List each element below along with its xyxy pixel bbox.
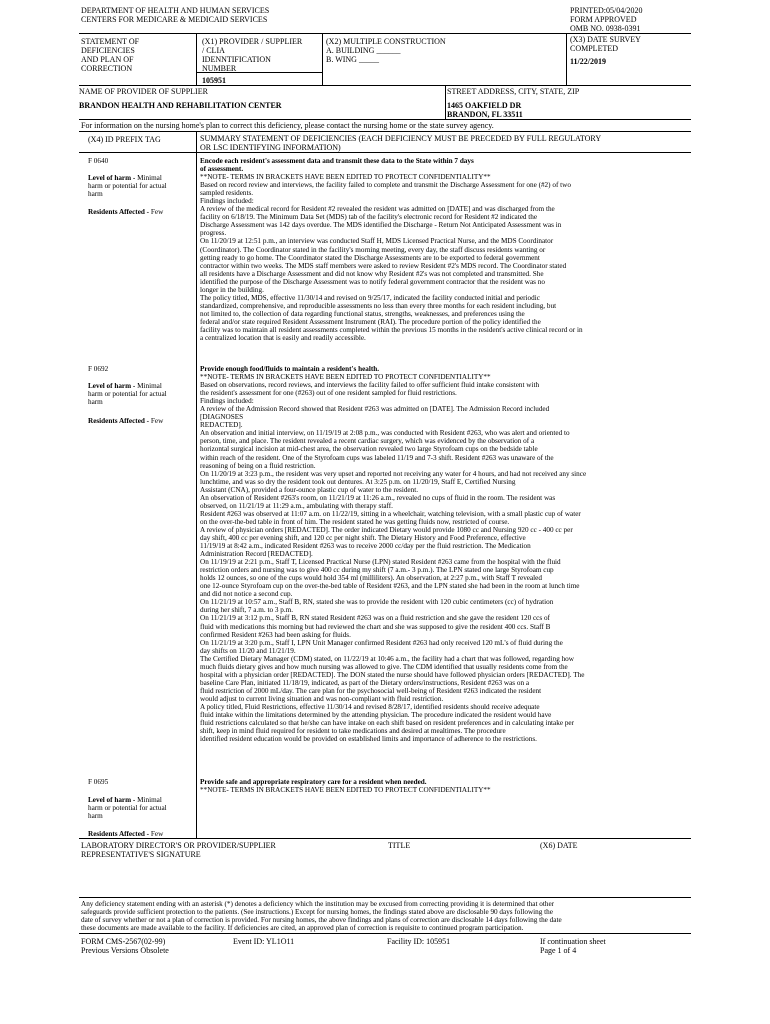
deficiency-line: **NOTE- TERMS IN BRACKETS HAVE BEEN EDITED TO PROTECT CONFIDENTIALITY**	[200, 373, 491, 382]
deficiency-line: An observation of Resident #263's room, on 11/21/19 at 11:26 a.m., revealed no cups of fluid in the room. The resident was	[200, 493, 556, 502]
divider	[322, 33, 323, 85]
deficiency-line: on the over-the-bed table in front of him. The resident stated he was getting fluids now, restricted of course.	[200, 517, 510, 526]
deficiency-tag: F 0640	[88, 157, 109, 165]
id-prefix-tag-header: (X4) ID PREFIX TAG	[88, 135, 161, 144]
signature-date-label: (X6) DATE	[540, 841, 578, 850]
deficiency-line: getting ready to go home. The Coordinator stated the Discharge Assessments are to be exported to federal government	[200, 253, 540, 262]
divider	[445, 85, 446, 119]
deficiency-line: A review of physician orders [REDACTED]. The order indicated Dietary would provide 1080 cc and Nursing 920 cc - 400 cc per	[200, 525, 573, 534]
deficiency-tag: F 0692	[88, 365, 109, 373]
deficiency-line: On 11/21/19 at 3:20 p.m., Staff I, LPN Unit Manager confirmed Resident #263 had only received 120 mL's of fluid during the	[200, 638, 563, 647]
signature-label: LABORATORY DIRECTOR'S OR PROVIDER/SUPPLIER REPRESENTATIVE'S SIGNATURE	[81, 841, 276, 859]
deficiency-line: observed, on 11/21/19 at 11:29 a.m., ambulating with therapy staff.	[200, 501, 393, 510]
deficiency-line: Based on record review and interviews, the facility failed to complete and transmit the Discharge Assessment for one (#2) of two	[200, 181, 571, 190]
deficiency-line: Administration Record [REDACTED].	[200, 550, 313, 559]
address-label: STREET ADDRESS, CITY, STATE, ZIP	[447, 87, 580, 96]
deficiency-line: A review of the medical record for Resident #2 revealed the resident was admitted on [DATE] and was discharged from the	[200, 205, 555, 214]
deficiency-line: the resident's assessment for one (#263) out of one resident sampled for fluid restrictions.	[200, 389, 457, 398]
deficiency-line: 11/19/19 at 8:42 a.m., indicated Resident #263 was to receive 2000 cc/day per the fluid restriction. The Medication	[200, 542, 531, 551]
statement-label: STATEMENT OF DEFICIENCIES AND PLAN OF CORRECTION	[81, 37, 140, 73]
deficiency-line: sampled residents.	[200, 189, 254, 198]
contact-note: For information on the nursing home's plan to correct this deficiency, please contact the nursing home or the state survey agency.	[81, 121, 494, 130]
divider	[79, 897, 691, 898]
deficiency-line: facility on 6/18/19. The Minimum Data Set (MDS) tab of the facility's electronic record for Resident #2 indicated the	[200, 213, 538, 222]
form-number: FORM CMS-2567(02-99) Previous Versions Obsolete	[81, 937, 169, 955]
residents-affected: Residents Affected - Few	[88, 830, 164, 838]
deficiency-text	[200, 365, 586, 743]
deficiency-body	[200, 173, 583, 342]
printed-date: PRINTED:05/04/2020	[570, 6, 643, 15]
x3-date-survey-label: (X3) DATE SURVEY COMPLETED	[570, 35, 641, 53]
deficiency-line: The policy titled, MDS, effective 11/30/14 and revised on 9/25/17, indicated the facility conducted initial and periodic	[200, 293, 540, 302]
deficiency-line: Findings included:	[200, 197, 254, 206]
deficiency-line: one 12-ounce Styrofoam cup on the over-the-bed table of Resident #263, and the LPN stated she had been in the room at lunch time	[200, 582, 580, 591]
deficiency-line: much fluids dietary gives and how much nursing was allowed to give. The CDM identified that usually residents come from the	[200, 662, 568, 671]
deficiency-line: The Certified Dietary Manager (CDM) stated, on 11/22/19 at 10:46 a.m., the facility had a chart that was followed, regarding how	[200, 654, 574, 663]
deficiency-line: federal and/or state required Resident Assessment Instrument (RAI). The procedure portion of the policy identified the	[200, 317, 541, 326]
deficiency-title: of assessment.	[200, 165, 244, 174]
deficiency-line: reasoning of being on a fluid restriction.	[200, 461, 316, 470]
deficiency-line: not limited to, the collection of data regarding functional status, strengths, weaknesses, and preferences using the	[200, 309, 525, 318]
deficiency-line: A review of the Admission Record showed that Resident #263 was admitted on [DATE]. The Admission Record included	[200, 405, 550, 414]
deficiency-text	[200, 157, 583, 342]
deficiency-line: contractor within two weeks. The MDS staff members were asked to review Resident #2's MDS record. The Coordinator stated	[200, 261, 567, 270]
deficiency-line: hospital with a physician order [REDACTED]. The DON stated the nurse should have followed physician orders [REDACTED]. The	[200, 670, 585, 679]
deficiency-line: Findings included:	[200, 397, 254, 406]
deficiency-line: **NOTE- TERMS IN BRACKETS HAVE BEEN EDITED TO PROTECT CONFIDENTIALITY**	[200, 786, 491, 795]
deficiency-line: a centralized location that is easily and readily accessible.	[200, 334, 366, 343]
deficiency-body	[200, 786, 491, 794]
deficiency-text	[200, 778, 491, 794]
deficiency-line: [DIAGNOSES	[200, 413, 244, 422]
divider	[79, 933, 691, 934]
residents-affected: Residents Affected - Few	[88, 208, 164, 216]
deficiency-line: facility was to maintain all resident assessments completed within the previous 15 months in the resident's active clinical record or in	[200, 325, 583, 334]
provider-name-label: NAME OF PROVIDER OF SUPPLIER	[79, 87, 208, 96]
divider	[79, 152, 691, 153]
deficiency-line: identified resident education would be provided on established limits and importance of adherence to the restrictions.	[200, 735, 537, 744]
divider	[79, 119, 691, 120]
deficiency-line: during her shift, 7 a.m. to 3 p.m.	[200, 606, 294, 615]
deficiency-line: and did not notice a second cup.	[200, 590, 293, 599]
deficiency-line: day shifts on 11/20 and 11/21/19.	[200, 646, 296, 655]
x3-date-value: 11/22/2019	[570, 57, 607, 66]
centers-name: CENTERS FOR MEDICARE & MEDICAID SERVICES	[81, 15, 268, 24]
deficiency-line: day shift, 400 cc per evening shift, and 120 cc per night shift. The Dietary History and Food Preference, effective	[200, 533, 526, 542]
x1-provider-label: (X1) PROVIDER / SUPPLIER / CLIA IDENNTIFICATION NUMBER	[202, 37, 303, 73]
deficiency-line: all residents have a Discharge Assessment and did not know why Resident #2's was not completed and transmitted. She	[200, 269, 544, 278]
divider	[79, 838, 691, 839]
deficiency-line: fluid intake within the limitations determined by the attending physician. The procedure indicated the resident would have	[200, 711, 552, 720]
form-approved: FORM APPROVED	[570, 15, 637, 24]
deficiency-line: Resident #263 was observed at 11:07 a.m. on 11/22/19, sitting in a wheelchair, watching television, with a small plastic cup of water	[200, 509, 581, 518]
deficiency-line: lunchtime, and was so dry the resident took out dentures. At 3:25 p.m. on 11/20/19, Staff E, Certified Nursing	[200, 477, 516, 486]
deficiency-line: An observation and initial interview, on 11/19/19 at 2:08 p.m., was conducted with Resident #263, who was alert and oriented to	[200, 429, 570, 438]
provider-name: BRANDON HEALTH AND REHABILITATION CENTER	[79, 101, 282, 110]
dept-name: DEPARTMENT OF HEALTH AND HUMAN SERVICES	[81, 6, 270, 15]
deficiency-line: progress.	[200, 229, 227, 238]
signature-title-label: TITLE	[388, 841, 411, 850]
deficiency-line: fluid restrictions calculated so that he/she can have intake on each shift based on resident preferences and in calculating intake per	[200, 719, 574, 728]
omb-number: OMB NO. 0938-0391	[570, 24, 641, 33]
deficiency-line: would adjust to current living situation and was non-compliant with fluid restriction.	[200, 694, 444, 703]
deficiency-line: holds 12 ounces, so one of the cups would hold 354 ml (milliliters). An observation, at 2:27 p.m., with Staff T revealed	[200, 574, 542, 583]
deficiency-line: Assistant (CNA), provided a four-ounce plastic cup of water to the resident.	[200, 485, 419, 494]
deficiency-line: On 11/21/19 at 3:12 p.m., Staff B, RN stated Resident #263 was on a fluid restriction and she gave the resident 120 ccs of	[200, 614, 550, 623]
deficiency-line: shift, keep in mind fluid required for resident to take medications and desired at mealtimes. The procedure	[200, 727, 506, 736]
deficiency-line: fluid restriction of 2000 mL/day. The care plan for the psychosocial well-being of Resident #263 indicated the resident	[200, 686, 542, 695]
divider	[196, 33, 197, 85]
deficiency-line: On 11/21/19 at 10:57 a.m., Staff B, RN, stated she was to provide the resident with 120 cubic centimeters (cc) of hydration	[200, 598, 554, 607]
event-id: Event ID: YL1O11	[233, 937, 295, 946]
deficiency-line: person, time, and place. The resident revealed a recent cardiac surgery, which was evidenced by the observation of a	[200, 437, 535, 446]
deficiency-line: **NOTE- TERMS IN BRACKETS HAVE BEEN EDITED TO PROTECT CONFIDENTIALITY**	[200, 173, 491, 182]
deficiency-line: (Coordinator). The Coordinator stated in the facility's morning meeting, every day, the staff discuss residents wanting or	[200, 245, 546, 254]
harm-level: Level of harm - Minimal harm or potential for actual harm	[88, 796, 167, 821]
deficiency-line: standardized, comprehensive, and reproducible assessments no less than every three months for each resident including, but	[200, 301, 557, 310]
deficiency-line: Based on observations, record reviews, and interviews the facility failed to offer sufficient fluid intake consistent with	[200, 381, 540, 390]
deficiency-tag: F 0695	[88, 778, 109, 786]
deficiency-body	[200, 373, 586, 743]
department-header	[81, 6, 269, 24]
deficiency-line: REDACTED].	[200, 421, 243, 430]
deficiency-title: Provide safe and appropriate respiratory care for a resident when needed.	[200, 778, 427, 786]
deficiency-line: fluid with medications this morning but had reviewed the chart and she was supposed to give the resident 400 ccs. Staff B	[200, 622, 551, 631]
address: 1465 OAKFIELD DR BRANDON, FL 33511	[447, 101, 523, 119]
facility-id: Facility ID: 105951	[387, 937, 451, 946]
divider	[196, 131, 197, 838]
deficiency-line: On 11/20/19 at 12:51 p.m., an interview was conducted Staff H, MDS Licensed Practical Nurse, and the MDS Coordinator	[200, 237, 554, 246]
deficiency-title: Encode each resident's assessment data and transmit these data to the State within 7 days	[200, 157, 474, 165]
deficiency-line: within reach of the resident. One of the Styrofoam cups was labeled 11/19 and 7-3 shift. Resident #263 was unaware of the	[200, 453, 554, 462]
divider	[79, 33, 691, 34]
deficiency-line: A policy titled, Fluid Restrictions, effective 11/30/14 and revised 8/28/17, identified residents should receive adequate	[200, 702, 540, 711]
summary-statement-header: SUMMARY STATEMENT OF DEFICIENCIES (EACH DEFICIENCY MUST BE PRECEDED BY FULL REGULATORY OR LSC IDENTIFYING INFORMATION)	[200, 134, 602, 152]
deficiency-line: confirmed Resident #263 had been asking for fluids.	[200, 630, 351, 639]
divider	[79, 131, 691, 132]
deficiency-title: Provide enough food/fluids to maintain a resident's health.	[200, 365, 380, 373]
deficiency-line: Discharge Assessment was 142 days overdue. The MDS identified the Discharge - Return Not Anticipated Assessment was in	[200, 221, 562, 230]
printed-info	[570, 6, 642, 33]
disclaimer: Any deficiency statement ending with an asterisk (*) denotes a deficiency which the institution may be excused from correcting providing it is determined that other safeguards provide sufficient protection to the patients. (See instructions.) Except for nursing homes, the findings stated above are disclosable 90 days following the date of survey whether or not a plan of correction is provided. For nursing homes, the above findings and plans of correction are disclosable 14 days following the date these documents are made available to the facility. If deficiencies are cited, an approved plan of correction is requisite to continued program participation.	[81, 900, 562, 933]
harm-level: Level of harm - Minimal harm or potential for actual harm	[88, 382, 167, 407]
deficiency-line: identified the purpose of the Discharge Assessment was to notify federal government contractor that the resident was no	[200, 277, 545, 286]
x2-construction-label: (X2) MULTIPLE CONSTRUCTION A. BUILDING ______ B. WING _____	[326, 37, 446, 64]
harm-level: Level of harm - Minimal harm or potential for actual harm	[88, 174, 167, 199]
x1-provider-number: 105951	[202, 76, 226, 85]
divider	[79, 85, 691, 86]
page-info: If continuation sheet Page 1 of 4	[540, 937, 606, 955]
deficiency-line: restriction orders and nursing was to give 400 cc during my shift (7 a.m.- 3 p.m.). The LPN stated one large Styrofoam cup	[200, 566, 554, 575]
deficiency-line: longer in the building.	[200, 285, 264, 294]
residents-affected: Residents Affected - Few	[88, 417, 164, 425]
deficiency-line: horizontal surgical incision at mid-chest area, the observation revealed two large Styrofoam cups on the bedside table	[200, 445, 538, 454]
deficiency-line: On 11/19/19 at 2:21 p.m., Staff T, Licensed Practical Nurse (LPN) stated Resident #263 came from the hospital with the fluid	[200, 558, 561, 567]
divider	[566, 33, 567, 85]
deficiency-line: baseline Care Plan, initiated 11/18/19, indicated, as part of the Dietary orders/instructions, Resident #263 was on a	[200, 678, 530, 687]
deficiency-line: On 11/20/19 at 3:23 p.m., the resident was very upset and reported not receiving any water for 4 hours, and had not received any since	[200, 469, 587, 478]
